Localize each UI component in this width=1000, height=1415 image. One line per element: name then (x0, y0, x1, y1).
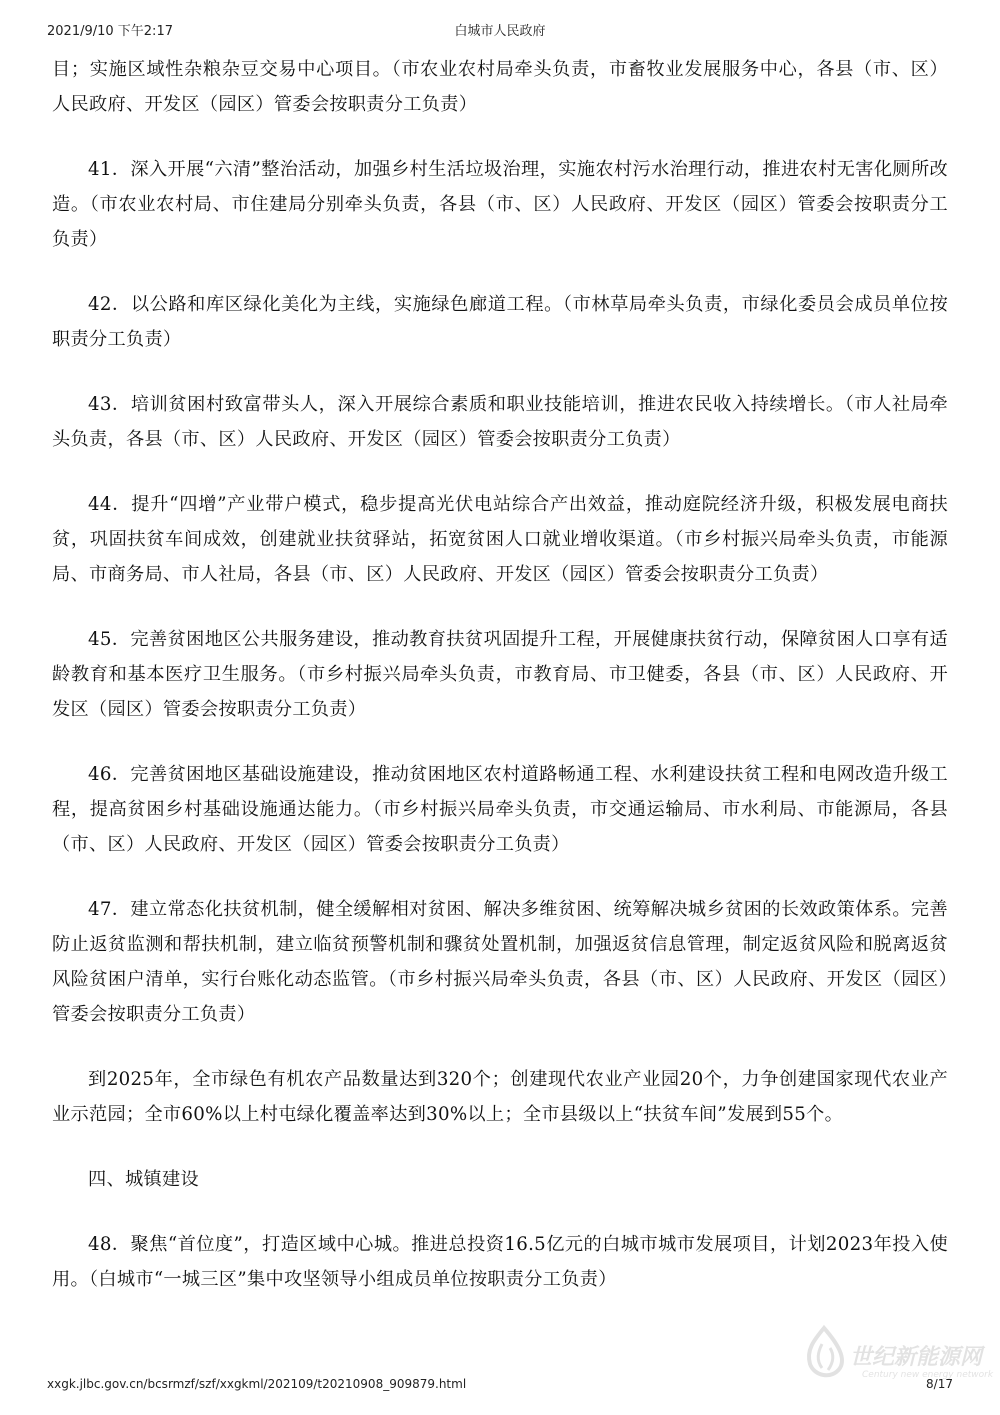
print-datetime: 2021/9/10 下午2:17 (47, 24, 173, 39)
paragraph-item-47: 47．建立常态化扶贫机制，健全缓解相对贫困、解决多维贫困、统筹解决城乡贫困的长效政策体系。完善防止返贫监测和帮扶机制，建立临贫预警机制和骤贫处置机制，加强返贫信息管理，制定返贫风险和脱离返贫风险贫困户清单，实行台账化动态监管。（市乡村振兴局牵头负责，各县（市、区）人民政府、开发区（园区）管委会按职责分工负责） (52, 899, 948, 1025)
paragraph-item-42: 42．以公路和库区绿化美化为主线，实施绿色廊道工程。（市林草局牵头负责，市绿化委员会成员单位按职责分工负责） (52, 294, 948, 350)
watermark-text: 世纪新能源网 (850, 1345, 983, 1370)
paragraph-continuation: 目；实施区域性杂粮杂豆交易中心项目。（市农业农村局牵头负责，市畜牧业发展服务中心，各县（市、区）人民政府、开发区（园区）管委会按职责分工负责） (52, 59, 948, 115)
paragraph-item-44: 44．提升“四增”产业带户模式，稳步提高光伏电站综合产出效益，推动庭院经济升级，积极发展电商扶贫，巩固扶贫车间成效，创建就业扶贫驿站，拓宽贫困人口就业增收渠道。（市乡村振兴局牵头负责，市能源局、市商务局、市人社局，各县（市、区）人民政府、开发区（园区）管委会按职责分工负责） (52, 494, 948, 585)
paragraph-item-48: 48．聚焦“首位度”，打造区域中心城。推进总投资16.5亿元的白城市城市发展项目，计划2023年投入使用。（白城市“一城三区”集中攻坚领导小组成员单位按职责分工负责） (52, 1234, 948, 1290)
paragraph-item-41: 41．深入开展“六清”整治活动，加强乡村生活垃圾治理，实施农村污水治理行动，推进农村无害化厕所改造。（市农业农村局、市住建局分别牵头负责，各县（市、区）人民政府、开发区（园区）管委会按职责分工负责） (52, 159, 948, 250)
paragraph-item-43: 43．培训贫困村致富带头人，深入开展综合素质和职业技能培训，推进农民收入持续增长。（市人社局牵头负责，各县（市、区）人民政府、开发区（园区）管委会按职责分工负责） (52, 394, 948, 450)
page-url: xxgk.jlbc.gov.cn/bcsrmzf/szf/xxgkml/202109/t20210908_909879.html (47, 1377, 467, 1391)
watermark-subtext: Century new energy network (862, 1370, 994, 1380)
section-heading-urban-construction: 四、城镇建设 (88, 1169, 199, 1190)
page-number: 8/17 (926, 1377, 953, 1391)
page-header (47, 20, 953, 40)
document-body (52, 52, 948, 1327)
paragraph-item-46: 46．完善贫困地区基础设施建设，推动贫困地区农村道路畅通工程、水利建设扶贫工程和电网改造升级工程，提高贫困乡村基础设施通达能力。（市乡村振兴局牵头负责，市交通运输局、市水利局、市能源局，各县（市、区）人民政府、开发区（园区）管委会按职责分工负责） (52, 764, 948, 855)
paragraph-item-45: 45．完善贫困地区公共服务建设，推动教育扶贫巩固提升工程，开展健康扶贫行动，保障贫困人口享有适龄教育和基本医疗卫生服务。（市乡村振兴局牵头负责，市教育局、市卫健委，各县（市、区）人民政府、开发区（园区）管委会按职责分工负责） (52, 629, 948, 720)
site-title: 白城市人民政府 (454, 24, 546, 39)
page-footer (47, 1377, 953, 1397)
paragraph-targets-2025: 到2025年，全市绿色有机农产品数量达到320个；创建现代农业产业园20个，力争创建国家现代农业产业示范园；全市60%以上村屯绿化覆盖率达到30%以上；全市县级以上“扶贫车间”发展到55个。 (52, 1069, 948, 1125)
